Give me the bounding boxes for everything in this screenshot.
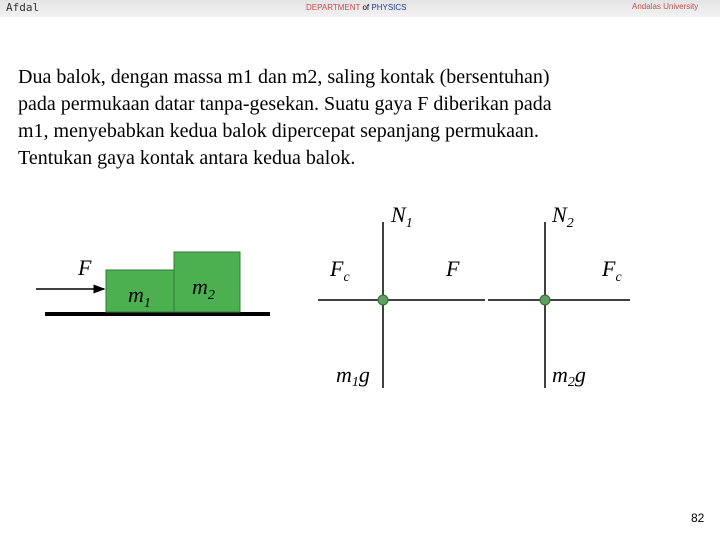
fbd2-contact-index: c: [615, 270, 622, 285]
page-number: 82: [691, 511, 705, 525]
department-prefix: DEPARTMENT: [306, 3, 361, 12]
fbd1-center-dot: [378, 295, 388, 305]
fbd1-weight-symbol: m: [336, 362, 352, 387]
fbd2-contact-symbol: F: [602, 256, 616, 281]
fbd2-weight-suffix: g: [574, 362, 586, 387]
applied-force-symbol: F: [78, 255, 92, 280]
fbd2-weight-label: [552, 362, 586, 390]
university-name: Andalas University: [632, 2, 699, 11]
fbd2-normal-label: [551, 202, 574, 231]
fbd1-normal-symbol: N: [391, 202, 406, 227]
block-m1-index: 1: [143, 296, 151, 311]
author-name: Afdal: [6, 1, 40, 14]
fbd1-contact-index: c: [343, 270, 350, 285]
fbd1-weight-label: [336, 362, 370, 390]
fbd1-weight-index: 1: [351, 375, 359, 390]
fbd2-normal-index: 2: [566, 216, 574, 231]
block-m2-index: 2: [207, 288, 215, 303]
department-of: of: [362, 3, 370, 12]
fbd2-contact-label: [601, 256, 622, 285]
blocks-diagram: [36, 252, 270, 314]
problem-line-3: m1, menyebabkan kedua balok dipercepat sepanjang permukaan.: [18, 120, 539, 142]
fbd1-applied-symbol: F: [446, 256, 460, 281]
problem-line-4: Tentukan gaya kontak antara kedua balok.: [18, 147, 356, 169]
fbd2-center-dot: [540, 295, 550, 305]
block-m1-symbol: m: [128, 282, 144, 307]
block-m2-symbol: m: [192, 274, 208, 299]
fbd1-normal-index: 1: [405, 216, 413, 231]
fbd1-weight-suffix: g: [358, 362, 370, 387]
department-name: PHYSICS: [371, 3, 407, 12]
fbd2-weight-symbol: m: [552, 362, 568, 387]
fbd1-contact-symbol: F: [330, 256, 344, 281]
fbd2-normal-symbol: N: [552, 202, 567, 227]
free-body-diagram-m2: [488, 202, 630, 390]
fbd1-applied-label: [445, 256, 460, 281]
fbd1-normal-label: [390, 202, 413, 231]
problem-line-2: pada permukaan datar tanpa-gesekan. Suatu gaya F diberikan pada: [18, 93, 552, 115]
problem-line-1: Dua balok, dengan massa m1 dan m2, saling kontak (bersentuhan): [18, 66, 550, 88]
applied-force-label: [77, 255, 92, 280]
free-body-diagram-m1: [318, 202, 485, 390]
fbd2-weight-index: 2: [567, 375, 575, 390]
fbd1-contact-label: [329, 256, 350, 285]
